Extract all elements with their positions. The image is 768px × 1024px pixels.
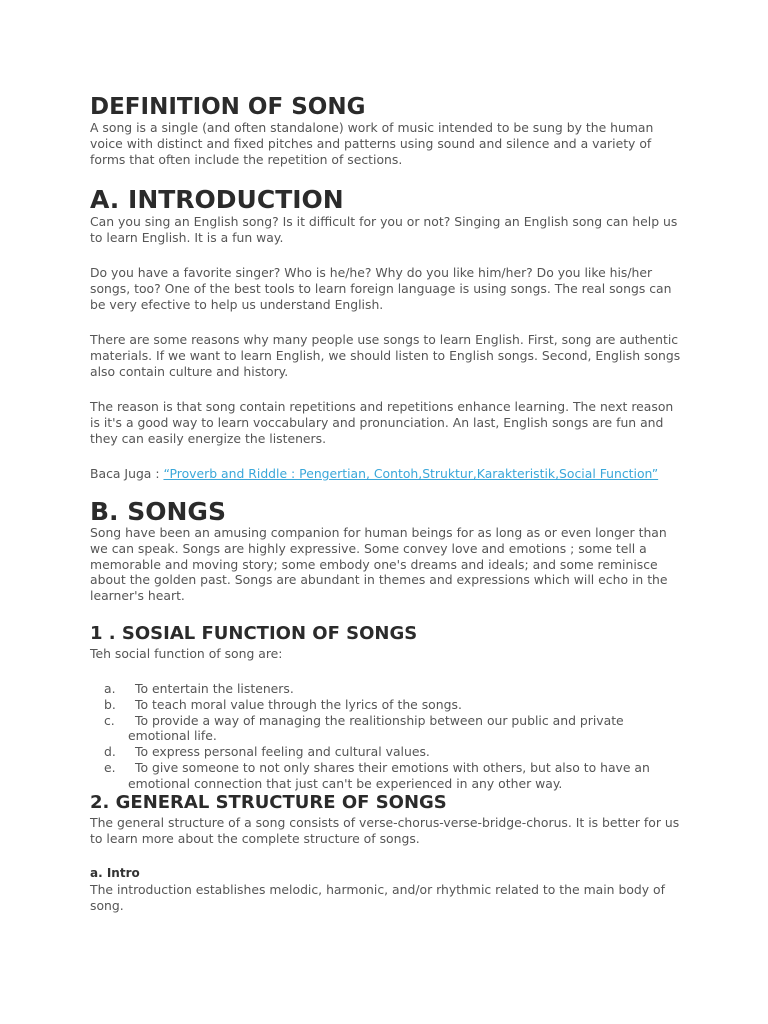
intro-paragraph-2: Do you have a favorite singer? Who is he/he? Why do you like him/her? Do you like his/her songs, too? One of the best tools to learn foreign language is using songs. The real songs can be very efective to help us understand English.: [90, 265, 672, 312]
list-marker: e.: [104, 759, 116, 775]
structure-title: 2. GENERAL STRUCTURE OF SONGS: [90, 792, 447, 813]
list-marker: c.: [104, 712, 115, 728]
intro-paragraph-3: There are some reasons why many people use songs to learn English. First, song are authentic materials. If we want to learn English, we should listen to English songs. Second, English songs also contain culture and history.: [90, 332, 681, 379]
list-marker: d.: [104, 744, 116, 760]
list-item: [90, 697, 685, 713]
list-marker: b.: [104, 696, 116, 712]
intro-paragraph-1: Can you sing an English song? Is it difficult for you or not? Singing an English song can help us to learn English. It is a fun way.: [90, 214, 678, 245]
list-item: [90, 760, 685, 792]
list-text: To teach moral value through the lyrics of the songs.: [135, 696, 462, 712]
list-item: [90, 713, 685, 745]
list-text: To give someone to not only shares their emotions with others, but also to have an emotional connection that just can't be experienced in any other way.: [128, 759, 650, 791]
intro-subheading: a. Intro: [90, 866, 140, 880]
list-item: [90, 681, 685, 697]
social-function-list: [90, 681, 685, 792]
baca-juga-label: Baca Juga :: [90, 466, 164, 481]
songs-title: B. SONGS: [90, 497, 226, 526]
baca-juga: [90, 466, 685, 482]
list-text: To entertain the listeners.: [135, 681, 294, 696]
list-text: To provide a way of managing the realitionship between our public and private emotional life.: [128, 712, 624, 744]
definition-title: DEFINITION OF SONG: [90, 94, 366, 120]
introduction-title: A. INTRODUCTION: [90, 185, 344, 214]
list-marker: a.: [104, 681, 116, 696]
social-function-intro: Teh social function of song are:: [90, 646, 283, 661]
intro-subtext: The introduction establishes melodic, harmonic, and/or rhythmic related to the main body of song.: [90, 882, 665, 913]
definition-text: A song is a single (and often standalone) work of music intended to be sung by the human voice with distinct and fixed pitches and patterns using sound and silence and a variety of forms that often include the repetition of sections.: [90, 120, 654, 167]
structure-text: The general structure of a song consists of verse-chorus-verse-bridge-chorus. It is better for us to learn more about the complete structure of songs.: [90, 815, 680, 846]
social-function-title: 1 . SOSIAL FUNCTION OF SONGS: [90, 623, 418, 644]
songs-text: Song have been an amusing companion for human beings for as long as or even longer than we can speak. Songs are highly expressive. Some convey love and emotions ; some tell a memorable and moving story; some embody one's dreams and ideals; and some reminisce about the golden past. Songs are abundant in themes and expressions which will echo in the learner's heart.: [90, 525, 668, 604]
list-item: [90, 744, 685, 760]
baca-juga-link[interactable]: “Proverb and Riddle : Pengertian, Contoh,Struktur,Karakteristik,Social Function”: [163, 466, 659, 481]
list-text: To express personal feeling and cultural values.: [135, 744, 430, 760]
intro-paragraph-4: The reason is that song contain repetitions and repetitions enhance learning. The next reason is it's a good way to learn voccabulary and pronunciation. An last, English songs are fun and they can easily energize the listeners.: [90, 399, 674, 446]
